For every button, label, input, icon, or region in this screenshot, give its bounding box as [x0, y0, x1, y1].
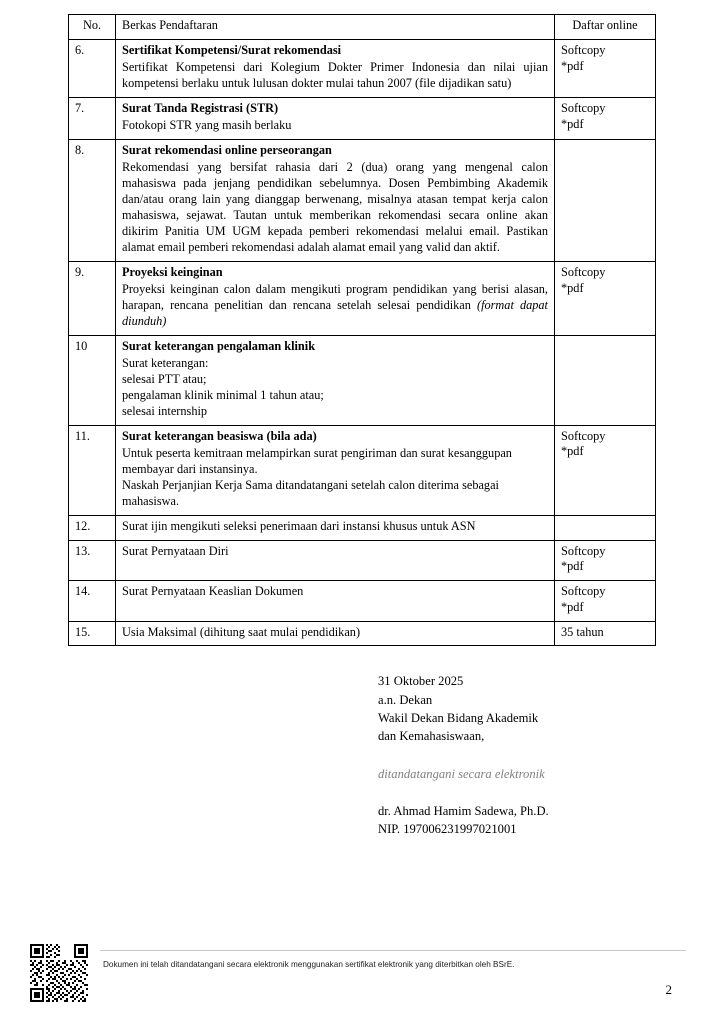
row-number: 6. [69, 39, 116, 97]
row-document [116, 139, 555, 261]
table-row [69, 621, 656, 646]
header-online: Daftar online [555, 15, 656, 40]
row-body: Usia Maksimal (dihitung saat mulai pendidikan) [122, 624, 361, 639]
row-number: 12. [69, 515, 116, 540]
header-no: No. [69, 15, 116, 40]
table-body [69, 39, 656, 646]
table-row [69, 515, 656, 540]
signer-nip: NIP. 197006231997021001 [378, 821, 517, 836]
row-document [116, 515, 555, 540]
row-title: Surat keterangan pengalaman klinik [122, 338, 316, 353]
row-number: 13. [69, 540, 116, 580]
row-number: 11. [69, 425, 116, 515]
table-row [69, 540, 656, 580]
online-line-2: *pdf [561, 559, 584, 574]
row-line: Untuk peserta kemitraan melampirkan surat pengiriman dan surat kesanggupan membayar dari instansinya. [122, 445, 512, 476]
row-body: Surat Pernyataan Keaslian Dokumen [122, 584, 304, 599]
row-body-italic: (format dapat diunduh) [122, 297, 548, 328]
row-online [555, 97, 656, 139]
row-document [116, 581, 555, 621]
row-body-text: Proyeksi keinginan calon dalam mengikuti program pendidikan yang berisi alasan, harapan, rencana penelitian dan rencana setelah selesai pendidikan [122, 281, 548, 312]
signature-position-line-1: Wakil Dekan Bidang Akademik [378, 710, 539, 725]
table-row [69, 335, 656, 425]
online-line-1: Softcopy [561, 584, 606, 599]
signer-name: dr. Ahmad Hamim Sadewa, Ph.D. [378, 803, 549, 818]
table-row [69, 39, 656, 97]
online-line-2: *pdf [561, 280, 584, 295]
row-document [116, 261, 555, 335]
row-online [555, 515, 656, 540]
row-online [555, 621, 656, 646]
row-body: Fotokopi STR yang masih berlaku [122, 117, 292, 132]
row-online [555, 425, 656, 515]
row-body [122, 282, 548, 330]
signature-on-behalf: a.n. Dekan [378, 692, 433, 707]
table-header-row [69, 15, 656, 40]
online-line-1: Softcopy [561, 264, 606, 279]
qr-code-icon [30, 944, 88, 1002]
row-document [116, 97, 555, 139]
online-line-1: Softcopy [561, 428, 606, 443]
row-online [555, 139, 656, 261]
signature-date: 31 Oktober 2025 [378, 674, 464, 689]
row-number: 7. [69, 97, 116, 139]
row-body: Rekomendasi yang bersifat rahasia dari 2 (dua) orang yang mengenal calon mahasiswa pada jenjang pendidikan sebelumnya. Dosen Pembimbing Akademik dan/atau orang lain yang dianggap berwenang, misalnya atasan tempat kerja calon mahasiswa, sejawat. Tautan untuk memberikan rekomendasi secara online akan dikirim Panitia UM UGM kepada pemberi rekomendasi melalui email. Pastikan alamat email pemberi rekomendasi adalah alamat email yang valid dan aktif. [122, 159, 548, 254]
row-number: 9. [69, 261, 116, 335]
signature-position-line-2: dan Kemahasiswaan, [378, 729, 485, 744]
table-row [69, 139, 656, 261]
row-document [116, 425, 555, 515]
row-title: Surat Tanda Registrasi (STR) [122, 100, 279, 115]
row-document [116, 621, 555, 646]
row-line: Surat keterangan: [122, 355, 209, 370]
row-title: Surat keterangan beasiswa (bila ada) [122, 428, 317, 443]
row-online [555, 261, 656, 335]
row-number: 15. [69, 621, 116, 646]
page-number: 2 [665, 982, 672, 997]
online-line-1: Softcopy [561, 42, 606, 57]
table-row [69, 261, 656, 335]
row-title: Surat rekomendasi online perseorangan [122, 142, 332, 157]
row-body: Surat ijin mengikuti seleksi penerimaan dari instansi khusus untuk ASN [122, 518, 476, 533]
footer-divider [100, 950, 686, 951]
header-document: Berkas Pendaftaran [116, 15, 555, 40]
row-online [555, 335, 656, 425]
row-line: Naskah Perjanjian Kerja Sama ditandatangani setelah calon diterima sebagai mahasiswa. [122, 477, 499, 508]
row-line: selesai PTT atau; [122, 371, 207, 386]
row-document [116, 335, 555, 425]
row-online [555, 39, 656, 97]
online-line-2: *pdf [561, 58, 584, 73]
row-online [555, 540, 656, 580]
page-footer [0, 942, 724, 1024]
row-title: Sertifikat Kompetensi/Surat rekomendasi [122, 42, 342, 57]
row-number: 14. [69, 581, 116, 621]
row-line: pengalaman klinik minimal 1 tahun atau; [122, 387, 324, 402]
online-line-1: Softcopy [561, 543, 606, 558]
table-row [69, 97, 656, 139]
online-line-1: 35 tahun [561, 624, 604, 639]
row-title: Proyeksi keinginan [122, 264, 223, 279]
row-number: 8. [69, 139, 116, 261]
row-body: Sertifikat Kompetensi dari Kolegium Dokter Primer Indonesia dan nilai ujian kompetensi berlaku untuk lulusan dokter mulai tahun 2007 (file dijadikan satu) [122, 59, 548, 90]
online-line-1: Softcopy [561, 100, 606, 115]
row-number: 10 [69, 335, 116, 425]
row-document [116, 540, 555, 580]
online-line-2: *pdf [561, 444, 584, 459]
table-row [69, 581, 656, 621]
signature-block [68, 672, 656, 838]
table-row [69, 425, 656, 515]
row-line: selesai internship [122, 403, 208, 418]
row-online [555, 581, 656, 621]
row-document [116, 39, 555, 97]
registration-documents-table [68, 14, 656, 646]
online-line-2: *pdf [561, 116, 584, 131]
online-line-2: *pdf [561, 599, 584, 614]
table-header [69, 15, 656, 40]
electronic-signature-note: ditandatangani secara elektronik [378, 767, 545, 782]
footer-note: Dokumen ini telah ditandatangani secara elektronik menggunakan sertifikat elektronik yang diterbitkan oleh BSrE. [103, 960, 515, 969]
row-body: Surat Pernyataan Diri [122, 543, 229, 558]
